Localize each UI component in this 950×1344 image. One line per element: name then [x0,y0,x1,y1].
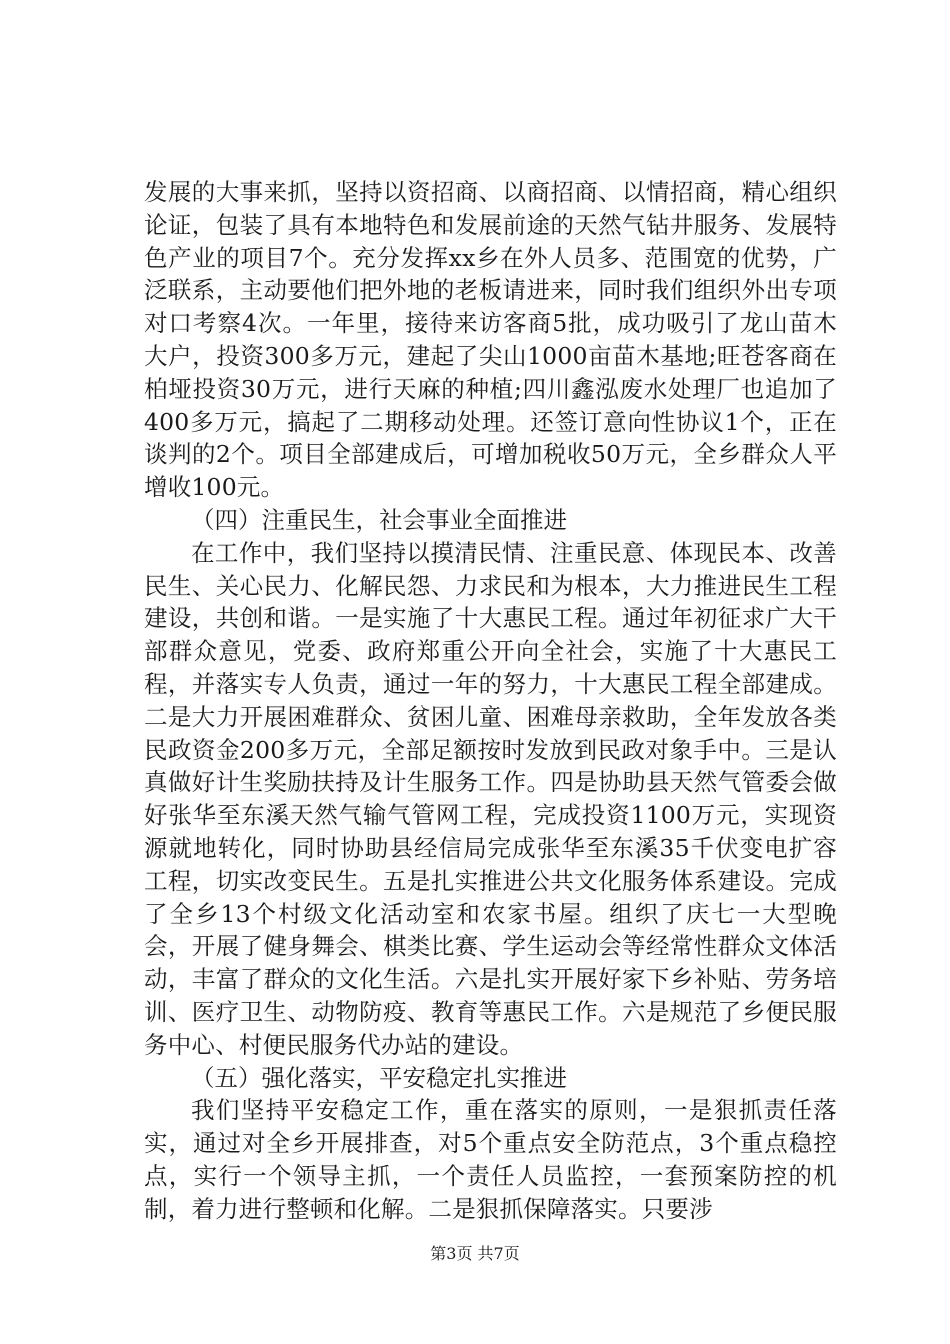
paragraph-stability: 我们坚持平安稳定工作，重在落实的原则，一是狠抓责任落实，通过对全乡开展排查，对5个重点安全防范点，3个重点稳控点，实行一个领导主抓，一个责任人员监控，一套预案防控的机制，着力进行整顿和化解。二是狠抓保障落实。只要涉 [144,1096,837,1223]
document-body [144,176,837,1226]
section-heading-stability: （五）强化落实，平安稳定扎实推进 [191,1063,567,1092]
section-heading-livelihood: （四）注重民生，社会事业全面推进 [191,505,567,534]
paragraph-investment-continued: 发展的大事来抓，坚持以资招商、以商招商、以情招商，精心组织论证，包装了具有本地特色和发展前途的天然气钻井服务、发展特色产业的项目7个。充分发挥xx乡在外人员多、范围宽的优势，广泛联系，主动要他们把外地的老板请进来，同时我们组织外出专项对口考察4次。一年里，接待来访客商5批，成功吸引了龙山苗木大户，投资300多万元，建起了尖山1000亩苗木基地;旺苍客商在柏垭投资30万元，进行天麻的种植;四川鑫泓废水处理厂也追加了400多万元，搞起了二期移动处理。还签订意向性协议1个，正在谈判的2个。项目全部建成后，可增加税收50万元，全乡群众人平增收100元。 [144,178,837,502]
page-number-footer: 第3页 共7页 [430,1244,520,1263]
paragraph-livelihood: 在工作中，我们坚持以摸清民情、注重民意、体现民本、改善民生、关心民力、化解民怨、力求民和为根本，大力推进民生工程建设，共创和谐。一是实施了十大惠民工程。通过年初征求广大干部群众意见，党委、政府郑重公开向全社会，实施了十大惠民工程，并落实专人负责，通过一年的努力，十大惠民工程全部建成。二是大力开展困难群众、贫困儿童、困难母亲救助，全年发放各类民政资金200多万元，全部足额按时发放到民政对象手中。三是认真做好计生奖励扶持及计生服务工作。四是协助县天然气管委会做好张华至东溪天然气输气管网工程，完成投资1100万元，实现资源就地转化，同时协助县经信局完成张华至东溪35千伏变电扩容工程，切实改变民生。五是扎实推进公共文化服务体系建设。完成了全乡13个村级文化活动室和农家书屋。组织了庆七一大型晚会，开展了健身舞会、棋类比赛、学生运动会等经常性群众文体活动，丰富了群众的文化生活。六是扎实开展好家下乡补贴、劳务培训、医疗卫生、动物防疫、教育等惠民工作。六是规范了乡便民服务中心、村便民服务代办站的建设。 [144,538,837,1059]
